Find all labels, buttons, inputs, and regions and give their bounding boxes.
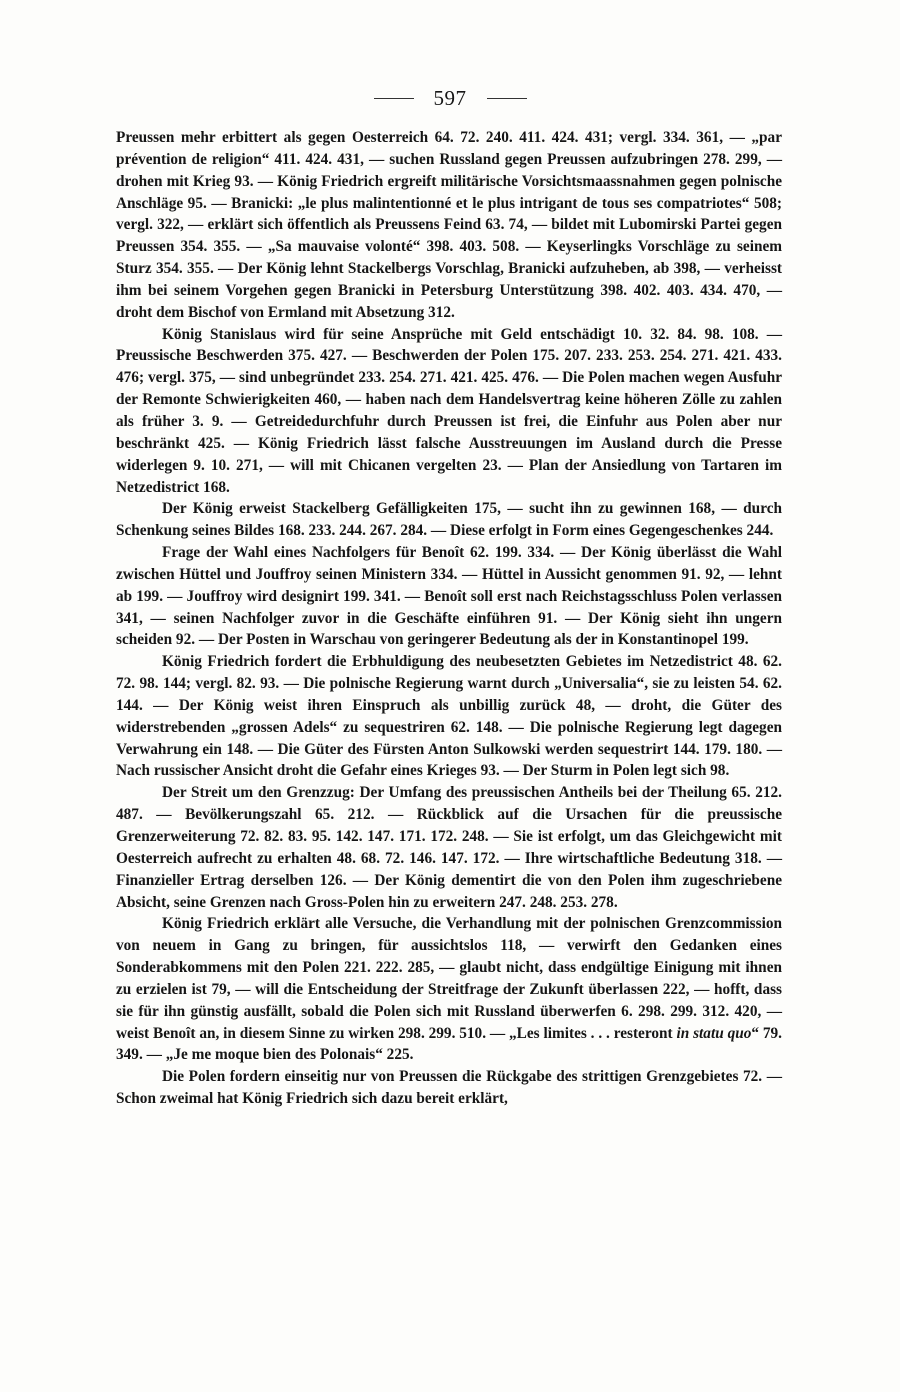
paragraph: König Friedrich fordert die Erbhuldigung des neubesetzten Gebietes im Netzedistrict 48. 62. 72. 98. 144; vergl. 82. 93. — Die polnische Regierung warnt durch „Universalia“, sie zu leisten 54. 62. 144. — Der König weist ihren Einspruch als unbillig zurück 48, — droht, die Güter des widerstrebenden „grossen Adels“ zu sequestriren 62. 148. — Die polnische Regierung legt dagegen Verwahrung ein 148. — Die Güter des Fürsten Anton Sulkowski werden sequestrirt 144. 179. 180. — Nach russischer Ansicht droht die Gefahr eines Krieges 93. — Der Sturm in Polen legt sich 98. <box>116 653 782 780</box>
paragraph: Der König erweist Stackelberg Gefälligkeiten 175, — sucht ihn zu gewinnen 168, — durch Schenkung seines Bildes 168. 233. 244. 267. 284. — Diese erfolgt in Form eines Gegengeschenkes 244. <box>116 500 782 540</box>
paragraph: Preussen mehr erbittert als gegen Oesterreich 64. 72. 240. 411. 424. 431; vergl. 334. 361, — „par prévention de religion“ 411. 424. 431, — suchen Russland gegen Preussen aufzubringen 278. 299, — drohen mit Krieg 93. — König Friedrich ergreift militärische Vorsichtsmaassnahmen gegen polnische Anschläge 95. — Branicki: „le plus malintentionné et le plus intrigant de tous ses compatriotes“ 508; vergl. 322, — erklärt sich öffentlich als Preussens Feind 63. 74, — bildet mit Lubomirski Partei gegen Preussen 354. 355. — „Sa mauvaise volonté“ 398. 403. 508. — Keyserlingks Vorschläge zu seinem Sturz 354. 355. — Der König lehnt Stackelbergs Vorschlag, Branicki aufzuheben, ab 398, — verheisst ihm bei seinem Vorgehen gegen Branicki in Petersburg Unterstützung 398. 402. 403. 434. 470, — droht dem Bischof von Ermland mit Absetzung 312. <box>116 129 782 321</box>
paragraph: Der Streit um den Grenzzug: Der Umfang des preussischen Antheils bei der Theilung 65. 212. 487. — Bevölkerungszahl 65. 212. — Rückblick auf die Ursachen für die preussische Grenzerweiterung 72. 82. 83. 95. 142. 147. 171. 172. 248. — Sie ist erfolgt, um das Gleichgewicht mit Oesterreich aufrecht zu erhalten 48. 68. 72. 146. 147. 172. — Ihre wirtschaftliche Bedeutung 318. — Finanzieller Ertrag derselben 126. — Der König dementirt die von den Polen ihm zugeschriebene Absicht, seine Grenzen nach Gross-Polen hin zu erweitern 247. 248. 253. 278. <box>116 784 782 911</box>
paragraph: König Friedrich erklärt alle Versuche, die Verhandlung mit der polnischen Grenzcommission von neuem in Gang zu bringen, für aussichtslos 118, — verwirft den Gedanken eines Sonderabkommens mit den Polen 221. 222. 285, — glaubt nicht, dass endgültige Einigung mit ihnen zu erzielen ist 79, — will die Entscheidung der Streitfrage der Zukunft überlassen 222, — hofft, dass sie für ihn günstig ausfällt, sobald die Polen sich mit Russland überwerfen 6. 298. 299. 312. 420, — weist Benoît an, in diesem Sinne zu wirken 298. 299. 510. — „Les limites . . . resteront in statu quo“ 79. 349. — „Je me moque bien des Polonais“ 225. <box>116 915 783 1064</box>
paragraph: Frage der Wahl eines Nachfolgers für Benoît 62. 199. 334. — Der König überlässt die Wahl zwischen Hüttel und Jouffroy seinen Ministern 334. — Hüttel in Aussicht genommen 91. 92, — lehnt ab 199. — Jouffroy wird designirt 199. 341. — Benoît soll erst nach Reichstagsschluss Polen verlassen 341, — seinen Nachfolger zuvor in die Geschäfte einführen 91. — Der König sieht ihn ungern scheiden 92. — Der Posten in Warschau von geringerer Bedeutung als der in Konstantinopel 199. <box>116 544 782 649</box>
latin-phrase: in statu quo <box>676 1024 752 1042</box>
page-number: 597 <box>433 86 467 110</box>
paragraph: Die Polen fordern einseitig nur von Preussen die Rückgabe des strittigen Grenzgebietes 72. — Schon zweimal hat König Friedrich sich dazu bereit erklärt, <box>116 1068 782 1108</box>
header-rule-left <box>374 98 414 99</box>
page-header <box>0 86 900 116</box>
paragraph: König Stanislaus wird für seine Ansprüche mit Geld entschädigt 10. 32. 84. 98. 108. — Preussische Beschwerden 375. 427. — Beschwerden der Polen 175. 207. 233. 253. 254. 271. 421. 433. 476; vergl. 375, — sind unbegründet 233. 254. 271. 421. 425. 476. — Die Polen machen wegen Ausfuhr der Remonte Schwierigkeiten 460, — haben nach dem Handelsvertrag keine höheren Zölle zu zahlen als früher 3. 9. — Getreidedurchfuhr durch Preussen ist frei, die Einfuhr aus Polen aber nur beschränkt 425. — König Friedrich lässt falsche Ausstreuungen im Ausland durch die Presse widerlegen 9. 10. 271, — will mit Chicanen vergelten 23. — Plan der Ansiedlung von Tartaren im Netzedistrict 168. <box>116 325 782 496</box>
header-rule-right <box>487 98 527 99</box>
page-body <box>116 127 782 1110</box>
